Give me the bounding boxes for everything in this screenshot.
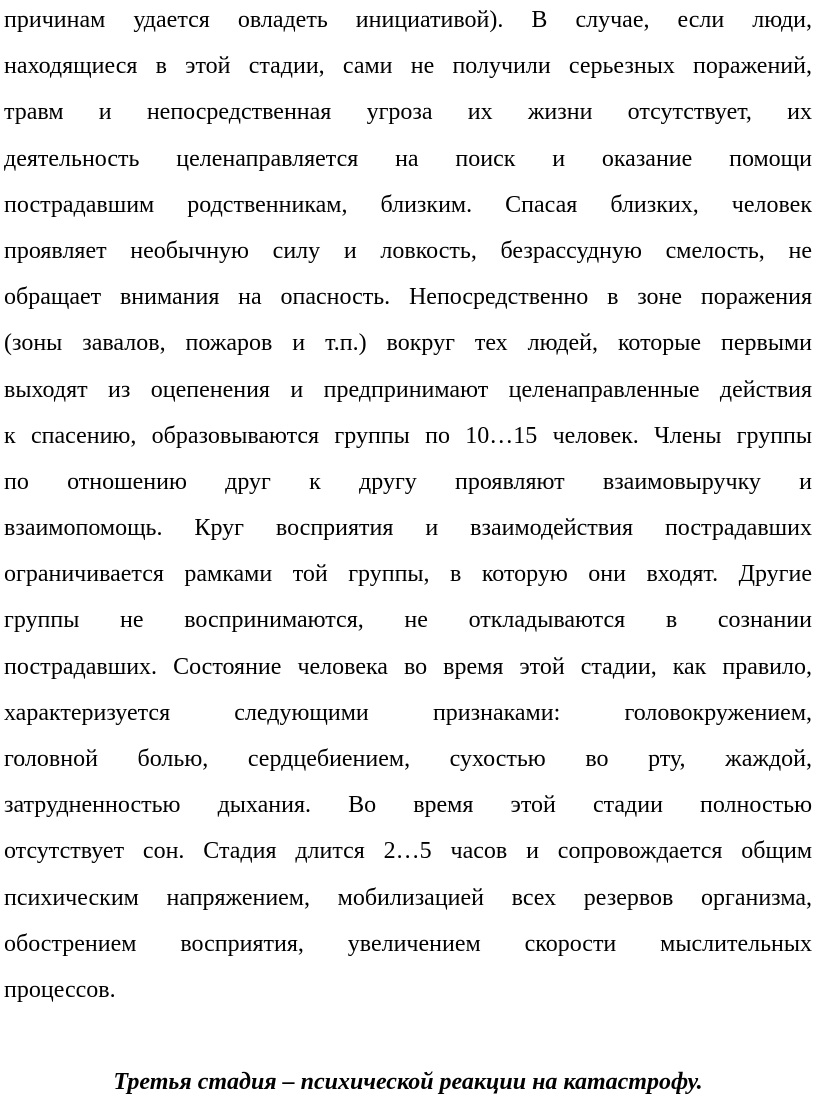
- paragraph-line: пострадавших. Состояние человека во время этой стадии, как правило,: [4, 653, 812, 680]
- paragraph-line: характеризуется следующими признаками: головокружением,: [4, 699, 812, 726]
- paragraph-line: к спасению, образовываются группы по 10…15 человек. Члены группы: [4, 422, 812, 449]
- paragraph-line: причинам удается овладеть инициативой). В случае, если люди,: [4, 7, 812, 33]
- paragraph-line: затрудненностью дыхания. Во время этой стадии полностью: [4, 792, 812, 819]
- paragraph-line: деятельность целенаправляется на поиск и оказание помощи: [4, 145, 812, 172]
- paragraph-line: (зоны завалов, пожаров и т.п.) вокруг тех людей, которые первыми: [4, 330, 812, 357]
- paragraph-line: проявляет необычную силу и ловкость, безрассудную смелость, не: [4, 237, 812, 264]
- body-paragraph: [4, 0, 812, 1013]
- paragraph-line: обращает внимания на опасность. Непосредственно в зоне поражения: [4, 284, 812, 311]
- paragraph-line: обострением восприятия, увеличением скорости мыслительных: [4, 930, 812, 957]
- paragraph-line: отсутствует сон. Стадия длится 2…5 часов и сопровождается общим: [4, 838, 812, 865]
- paragraph-line: взаимопомощь. Круг восприятия и взаимодействия пострадавших: [4, 515, 812, 542]
- paragraph-line: головной болью, сердцебиением, сухостью во рту, жаждой,: [4, 746, 812, 772]
- paragraph-line: пострадавшим родственникам, близким. Спасая близких, человек: [4, 191, 812, 218]
- paragraph-line: выходят из оцепенения и предпринимают целенаправленные действия: [4, 376, 812, 403]
- paragraph-line: находящиеся в этой стадии, сами не получили серьезных поражений,: [4, 53, 812, 80]
- paragraph-line: ограничивается рамками той группы, в которую они входят. Другие: [4, 561, 812, 588]
- paragraph-line: по отношению друг к другу проявляют взаимовыручку и: [4, 468, 812, 495]
- paragraph-line: процессов.: [4, 976, 116, 1003]
- paragraph-line: травм и непосредственная угроза их жизни отсутствует, их: [4, 99, 812, 126]
- paragraph-line: группы не воспринимаются, не откладываются в сознании: [4, 607, 812, 634]
- section-heading: Третья стадия – психической реакции на катастрофу.: [113, 1069, 703, 1095]
- paragraph-line: психическим напряжением, мобилизацией всех резервов организма,: [4, 884, 812, 911]
